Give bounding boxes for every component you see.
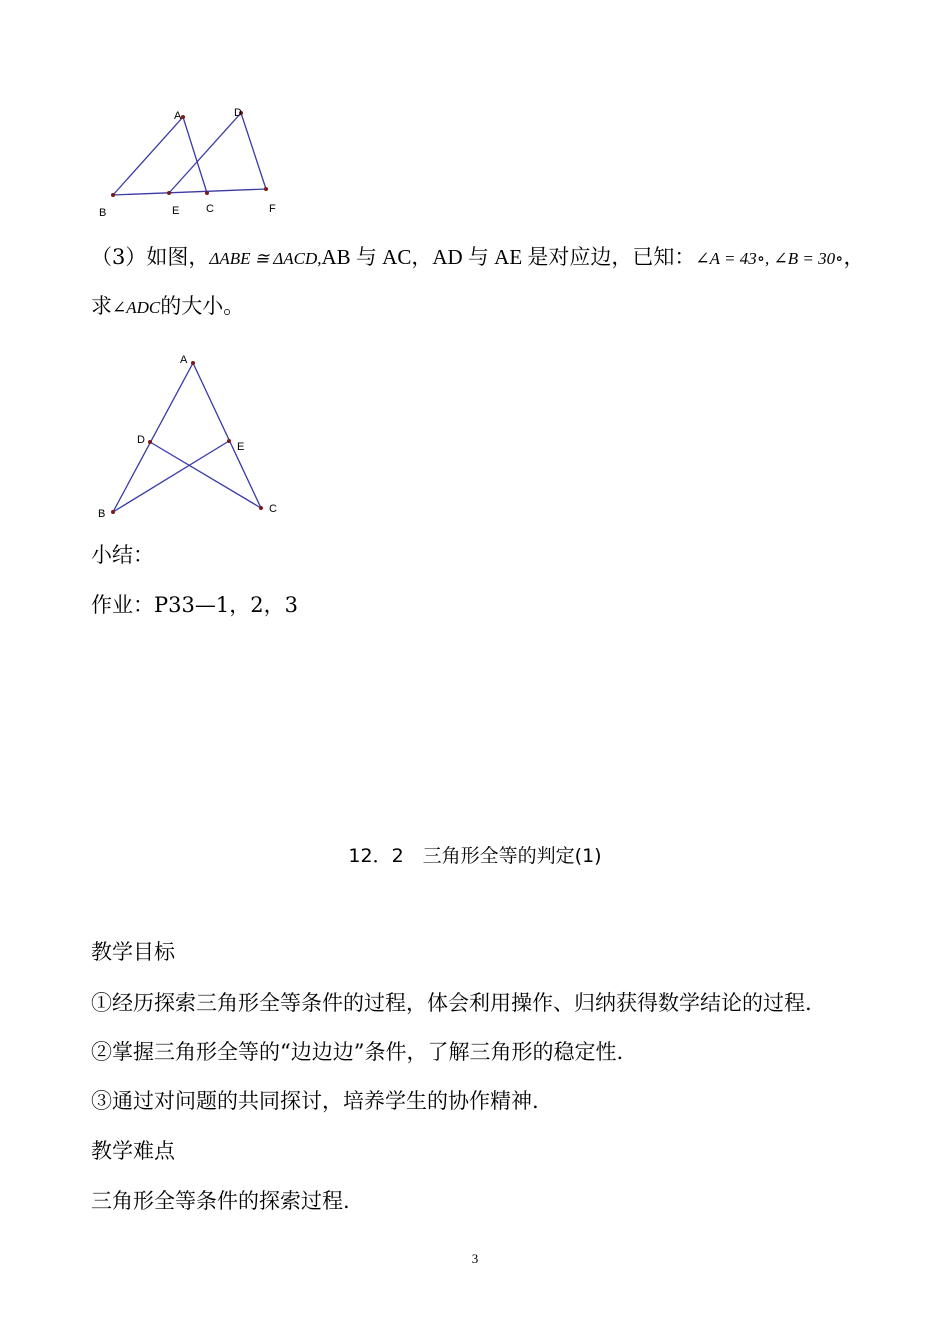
label-f: F: [269, 203, 276, 215]
segment-ab: [113, 117, 183, 195]
question-3-line2: [91, 292, 244, 322]
figure-triangle-adc-abe: [90, 345, 300, 525]
segment-ac: [193, 363, 261, 508]
q3-angle-adc: ∠ADC: [112, 298, 161, 317]
objective-item: ②掌握三角形全等的“边边边”条件，了解三角形的稳定性.: [91, 1040, 624, 1064]
objectives-heading: 教学目标: [91, 940, 175, 964]
point-c: [205, 191, 209, 195]
question-3-line1: [91, 243, 864, 273]
label-d: D: [234, 107, 242, 119]
point-e: [227, 439, 231, 443]
segment-dc: [150, 442, 261, 508]
q3-end: ，: [843, 245, 865, 269]
segment-be: [113, 441, 229, 512]
difficulty-text: 三角形全等条件的探索过程.: [91, 1189, 350, 1213]
q3-angles: ∠A = 43∘, ∠B = 30∘: [695, 249, 844, 268]
label-e: E: [237, 441, 245, 453]
segment-ab: [113, 363, 193, 512]
q3-suffix: 的大小。: [160, 294, 245, 318]
point-d: [148, 440, 152, 444]
label-c: C: [269, 503, 277, 515]
point-a: [181, 115, 185, 119]
label-b: B: [98, 508, 106, 520]
summary-label: 小结：: [91, 543, 154, 567]
point-b: [111, 193, 115, 197]
figure-triangles-abc-def: [90, 100, 300, 225]
segment-df: [241, 113, 266, 189]
segment-de: [169, 113, 241, 193]
label-c: C: [206, 203, 214, 215]
point-f: [264, 187, 268, 191]
q3-middle: AB 与 AC，AD 与 AE 是对应边，已知：: [321, 245, 696, 269]
q3-prefix: （3）如图，: [91, 245, 210, 269]
homework-line: 作业：P33—1，2，3: [91, 593, 298, 617]
label-b: B: [99, 207, 107, 219]
label-e: E: [172, 205, 180, 217]
page-number: 3: [471, 1251, 479, 1266]
section-title: 12．2 三角形全等的判定(1): [348, 845, 602, 867]
point-b: [111, 510, 115, 514]
q3-congruence: ΔABE ≅ ΔACD,: [209, 249, 322, 268]
objective-item: ①经历探索三角形全等条件的过程，体会利用操作、归纳获得数学结论的过程.: [91, 991, 812, 1015]
label-a: A: [180, 354, 188, 366]
segment-bf: [113, 189, 266, 195]
objective-item: ③通过对问题的共同探讨，培养学生的协作精神.: [91, 1089, 539, 1113]
point-a: [191, 361, 195, 365]
point-e: [167, 191, 171, 195]
difficulty-heading: 教学难点: [91, 1139, 175, 1163]
point-c: [259, 506, 263, 510]
q3-ask: 求: [91, 294, 112, 318]
label-a: A: [174, 110, 182, 122]
label-d: D: [137, 434, 145, 446]
